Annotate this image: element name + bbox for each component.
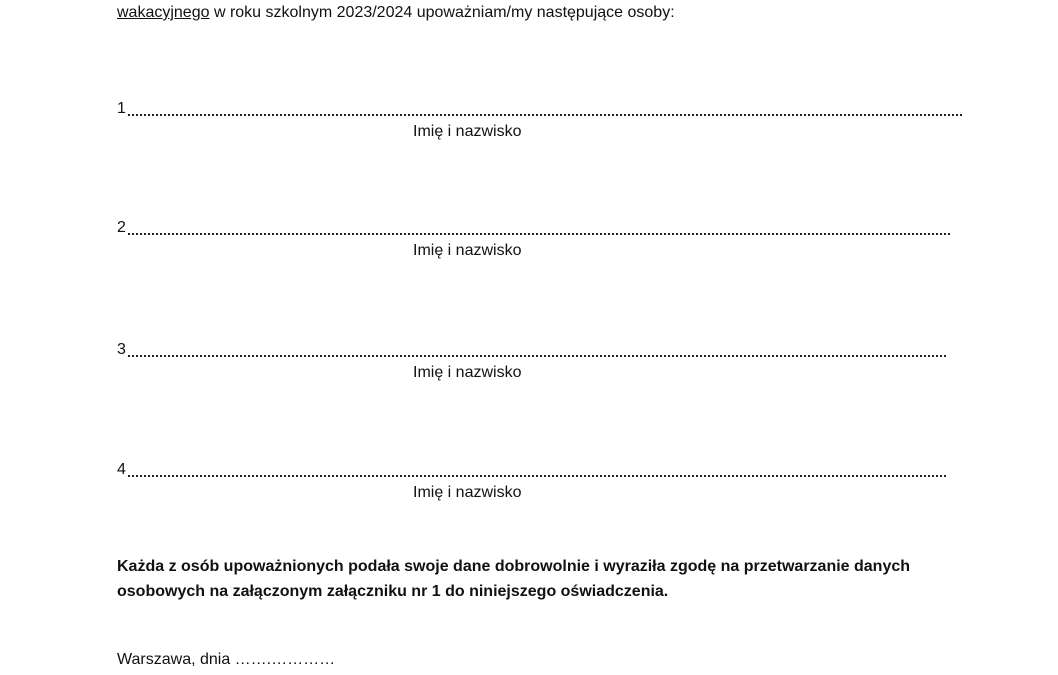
intro-text: w roku szkolnym 2023/2024 upoważniam/my następujące osoby:: [209, 4, 675, 21]
entry-number-1: 1: [117, 100, 126, 117]
entry-number-4: 4: [117, 461, 126, 478]
intro-sentence: [117, 3, 675, 23]
entry-caption-1: Imię i nazwisko: [413, 123, 522, 140]
entry-name-field-4[interactable]: [128, 473, 946, 477]
entry-number-2: 2: [117, 219, 126, 236]
intro-underlined-word: wakacyjnego: [117, 4, 210, 21]
place-date: [117, 650, 335, 670]
entry-name-field-2[interactable]: [128, 231, 950, 235]
entry-name-field-3[interactable]: [128, 353, 946, 357]
entry-number-3: 3: [117, 341, 126, 358]
consent-line-1: Każda z osób upoważnionych podała swoje dane dobrowolnie i wyraziła zgodę na przetwarzanie danych: [117, 558, 911, 575]
entry-name-field-1[interactable]: [128, 112, 962, 116]
entry-caption-2: Imię i nazwisko: [413, 242, 522, 259]
entry-caption-3: Imię i nazwisko: [413, 364, 522, 381]
consent-paragraph: [117, 554, 977, 604]
entry-caption-4: Imię i nazwisko: [413, 484, 522, 501]
consent-line-2: osobowych na załączonym załączniku nr 1 do niniejszego oświadczenia.: [117, 583, 669, 600]
date-field[interactable]: …….…………: [234, 651, 336, 668]
place-date-label: Warszawa, dnia: [117, 651, 235, 668]
